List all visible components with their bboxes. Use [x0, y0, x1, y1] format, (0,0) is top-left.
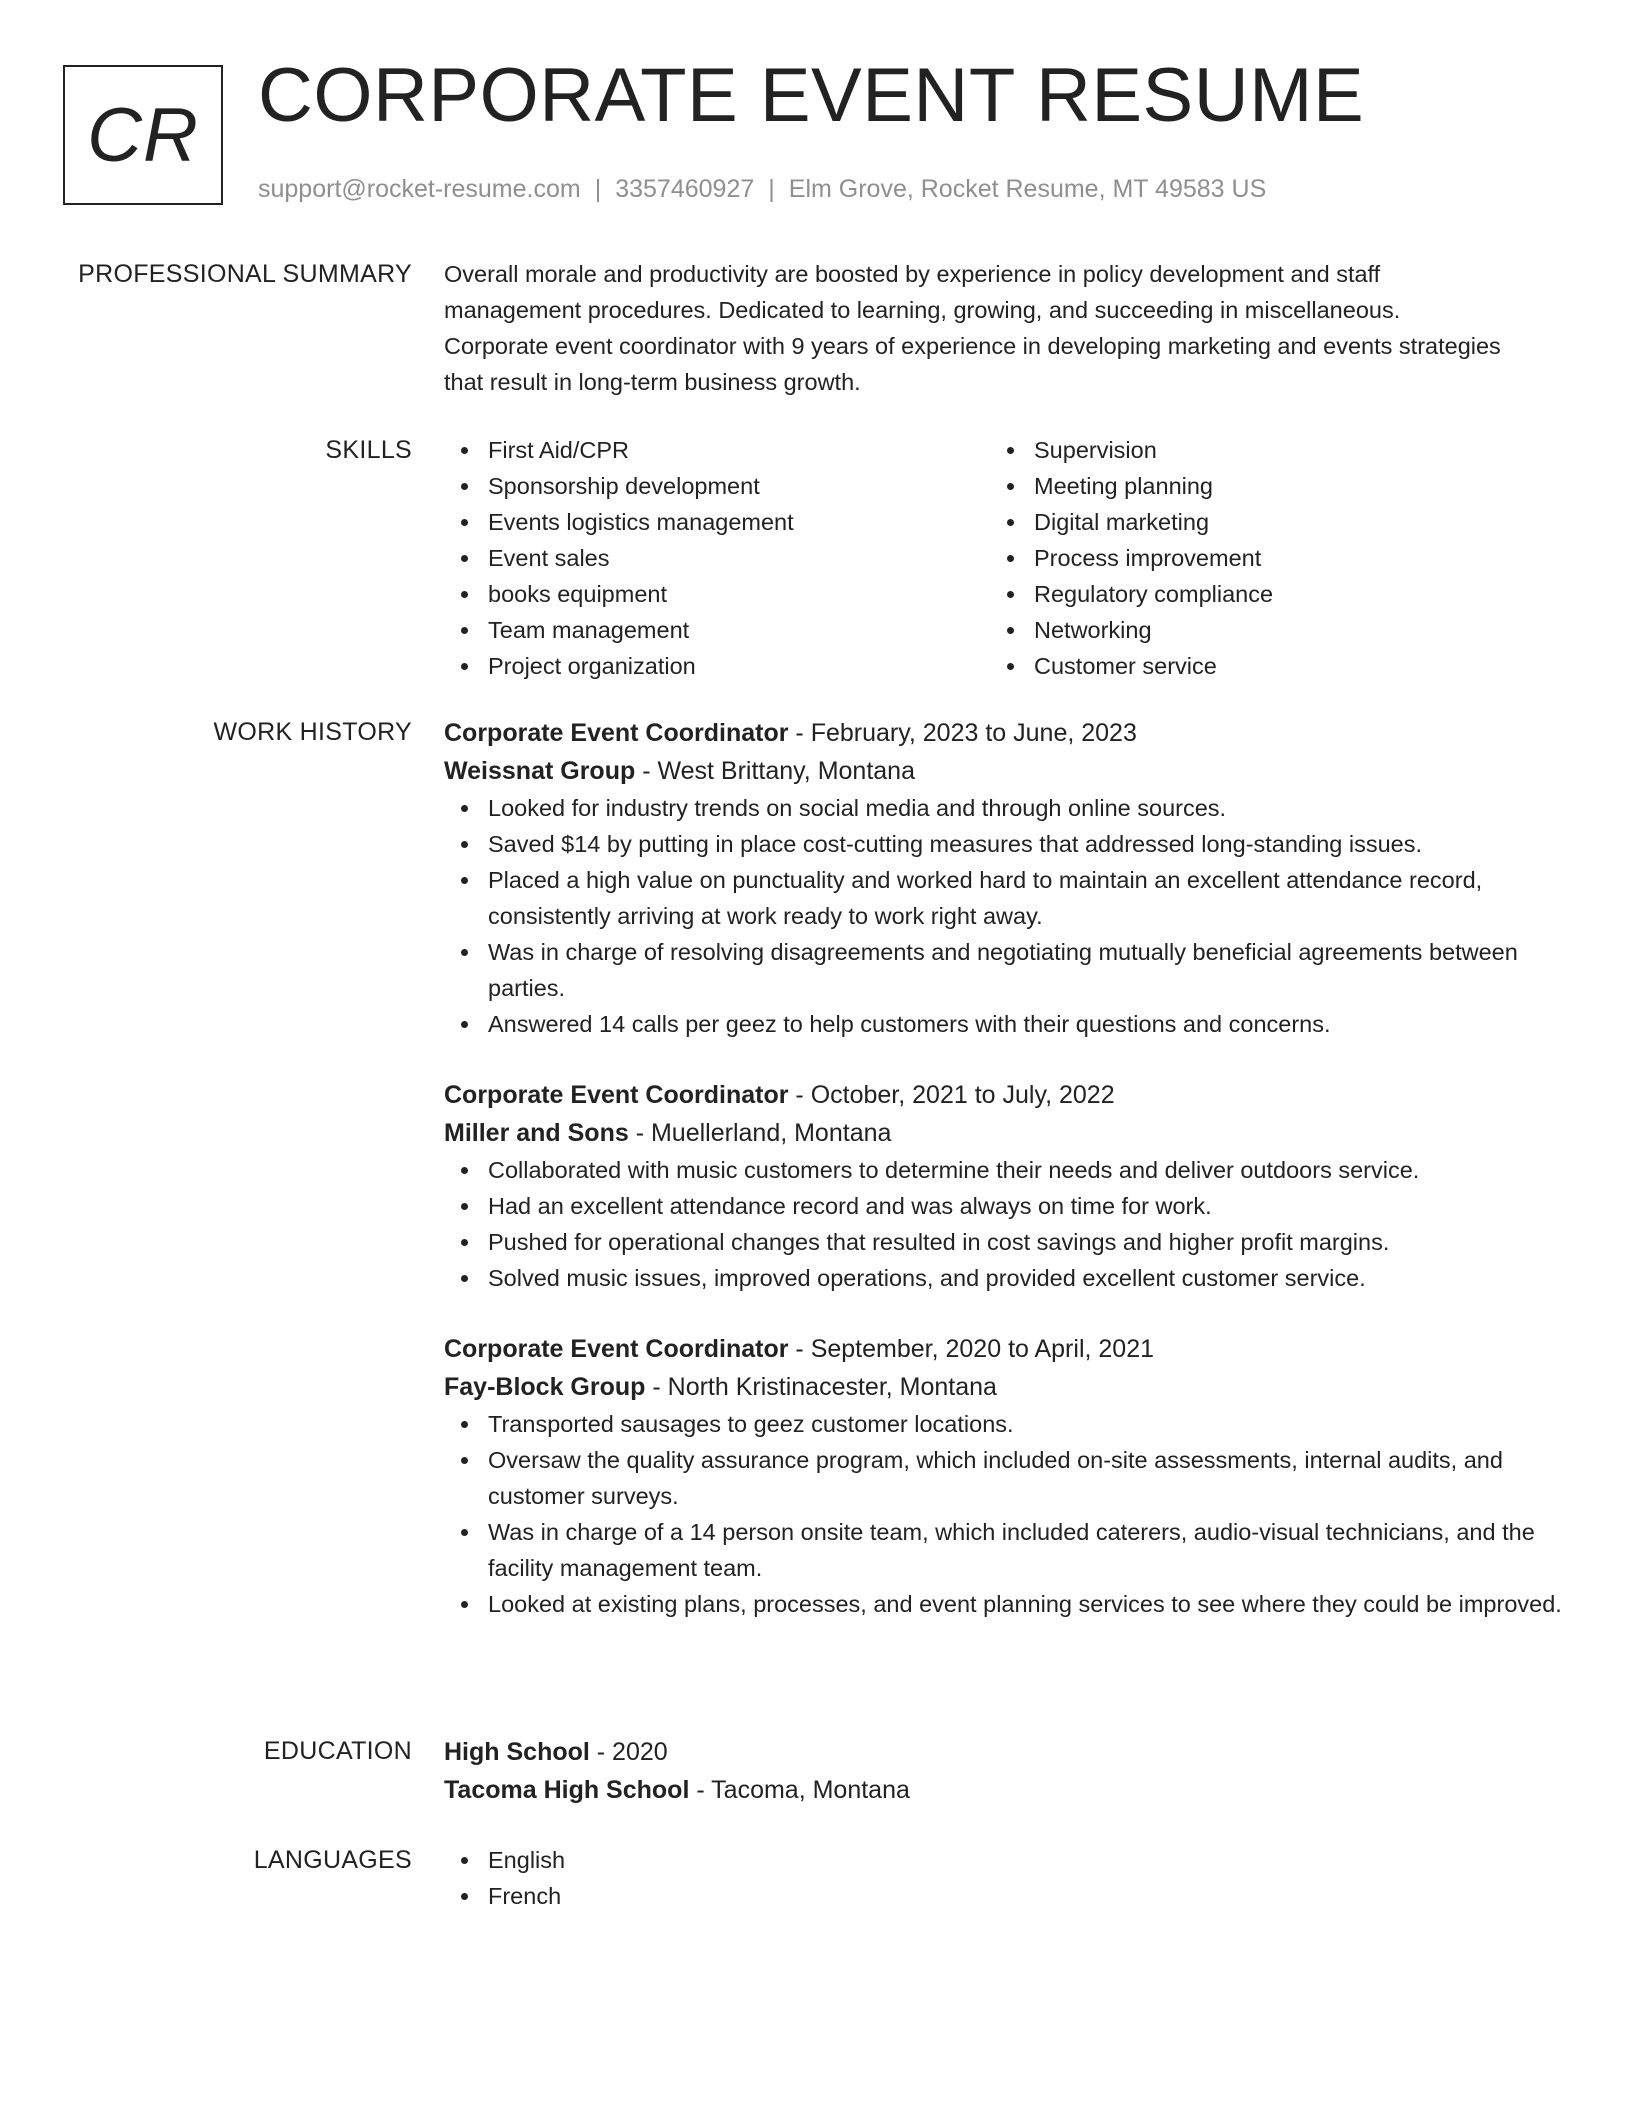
contact-separator: |: [768, 175, 775, 203]
job-location: - North Kristinacester, Montana: [645, 1373, 997, 1401]
job-bullet: Pushed for operational changes that resulted in cost savings and higher profit margins.: [444, 1224, 1564, 1260]
job-company: Fay-Block Group: [444, 1373, 646, 1401]
summary-line: Corporate event coordinator with 9 years of experience in developing marketing and events strategies: [444, 333, 1501, 359]
contact-phone[interactable]: 3357460927: [615, 175, 755, 203]
job-bullet: Oversaw the quality assurance program, which included on-site assessments, internal audits, and customer surveys.: [444, 1442, 1564, 1514]
skill-item: Digital marketing: [990, 504, 1536, 540]
skill-item: books equipment: [444, 576, 990, 612]
skill-item: Regulatory compliance: [990, 576, 1536, 612]
job-title-line: [444, 1330, 1564, 1368]
job-dates: - September, 2020 to April, 2021: [788, 1335, 1154, 1363]
skills-list-left: [444, 432, 990, 684]
job-bullets: [444, 790, 1564, 1042]
skill-item: Supervision: [990, 432, 1536, 468]
skill-item: Process improvement: [990, 540, 1536, 576]
education-year: - 2020: [589, 1738, 668, 1766]
job-company-line: [444, 1114, 1564, 1152]
skills-body: [444, 432, 1564, 684]
skills-grid: [444, 432, 1564, 684]
job-bullet: Was in charge of a 14 person onsite team, which included caterers, audio-visual technicians, and the facility management team.: [444, 1514, 1564, 1586]
job-bullet: Transported sausages to geez customer locations.: [444, 1406, 1564, 1442]
job-company-line: [444, 752, 1564, 790]
skill-item: Meeting planning: [990, 468, 1536, 504]
skills-list-right: [990, 432, 1536, 684]
education-location: - Tacoma, Montana: [689, 1776, 910, 1804]
job-bullet: Had an excellent attendance record and was always on time for work.: [444, 1188, 1564, 1224]
contact-email[interactable]: support@rocket-resume.com: [258, 175, 581, 203]
resume-title: CORPORATE EVENT RESUME: [258, 53, 1365, 138]
work-history-body: [444, 714, 1564, 1656]
section-label-education: EDUCATION: [263, 1737, 412, 1765]
job-entry: [444, 1330, 1564, 1622]
job-company: Weissnat Group: [444, 757, 636, 785]
job-bullet: Placed a high value on punctuality and worked hard to maintain an excellent attendance record, consistently arriving at work ready to work right away.: [444, 862, 1564, 934]
job-bullet: Looked at existing plans, processes, and event planning services to see where they could be improved.: [444, 1586, 1564, 1622]
contact-line: [258, 174, 1266, 204]
summary-line: that result in long-term business growth.: [444, 369, 861, 395]
education-body: [444, 1733, 1564, 1809]
summary-line: Overall morale and productivity are boosted by experience in policy development and staff: [444, 261, 1381, 287]
summary-line: management procedures. Dedicated to learning, growing, and succeeding in miscellaneous.: [444, 297, 1401, 323]
monogram-logo: CR: [63, 65, 223, 205]
summary-body: [444, 256, 1564, 400]
job-title-line: [444, 1076, 1564, 1114]
job-title-line: [444, 714, 1564, 752]
education-school-line: [444, 1771, 1564, 1809]
education-degree-line: [444, 1733, 1564, 1771]
summary-text: [444, 256, 1564, 400]
job-title: Corporate Event Coordinator: [444, 1335, 789, 1363]
education-degree: High School: [444, 1738, 590, 1766]
job-bullet: Saved $14 by putting in place cost-cutting measures that addressed long-standing issues.: [444, 826, 1564, 862]
job-dates: - February, 2023 to June, 2023: [788, 719, 1137, 747]
job-bullet: Looked for industry trends on social media and through online sources.: [444, 790, 1564, 826]
language-item: French: [444, 1878, 1564, 1914]
skill-item: Events logistics management: [444, 504, 990, 540]
section-label-summary: PROFESSIONAL SUMMARY: [78, 260, 412, 288]
languages-list: [444, 1842, 1564, 1914]
job-title: Corporate Event Coordinator: [444, 1081, 789, 1109]
job-entry: [444, 1076, 1564, 1296]
contact-address: Elm Grove, Rocket Resume, MT 49583 US: [788, 175, 1267, 203]
job-bullets: [444, 1406, 1564, 1622]
job-dates: - October, 2021 to July, 2022: [788, 1081, 1115, 1109]
job-company-line: [444, 1368, 1564, 1406]
job-bullet: Was in charge of resolving disagreements and negotiating mutually beneficial agreements between parties.: [444, 934, 1564, 1006]
languages-body: [444, 1842, 1564, 1914]
education-school: Tacoma High School: [444, 1776, 690, 1804]
job-location: - West Brittany, Montana: [635, 757, 915, 785]
section-label-skills: SKILLS: [325, 436, 412, 464]
skill-item: First Aid/CPR: [444, 432, 990, 468]
skill-item: Project organization: [444, 648, 990, 684]
section-label-languages: LANGUAGES: [253, 1846, 412, 1874]
skill-item: Customer service: [990, 648, 1536, 684]
skill-item: Sponsorship development: [444, 468, 990, 504]
skill-item: Event sales: [444, 540, 990, 576]
job-title: Corporate Event Coordinator: [444, 719, 789, 747]
contact-separator: |: [594, 175, 602, 203]
job-bullet: Answered 14 calls per geez to help customers with their questions and concerns.: [444, 1006, 1564, 1042]
job-location: - Muellerland, Montana: [628, 1119, 892, 1147]
job-bullet: Solved music issues, improved operations, and provided excellent customer service.: [444, 1260, 1564, 1296]
job-company: Miller and Sons: [444, 1119, 629, 1147]
skill-item: Networking: [990, 612, 1536, 648]
job-bullet: Collaborated with music customers to determine their needs and deliver outdoors service.: [444, 1152, 1564, 1188]
skill-item: Team management: [444, 612, 990, 648]
job-bullets: [444, 1152, 1564, 1296]
language-item: English: [444, 1842, 1564, 1878]
section-label-work-history: WORK HISTORY: [213, 718, 412, 746]
job-entry: [444, 714, 1564, 1042]
